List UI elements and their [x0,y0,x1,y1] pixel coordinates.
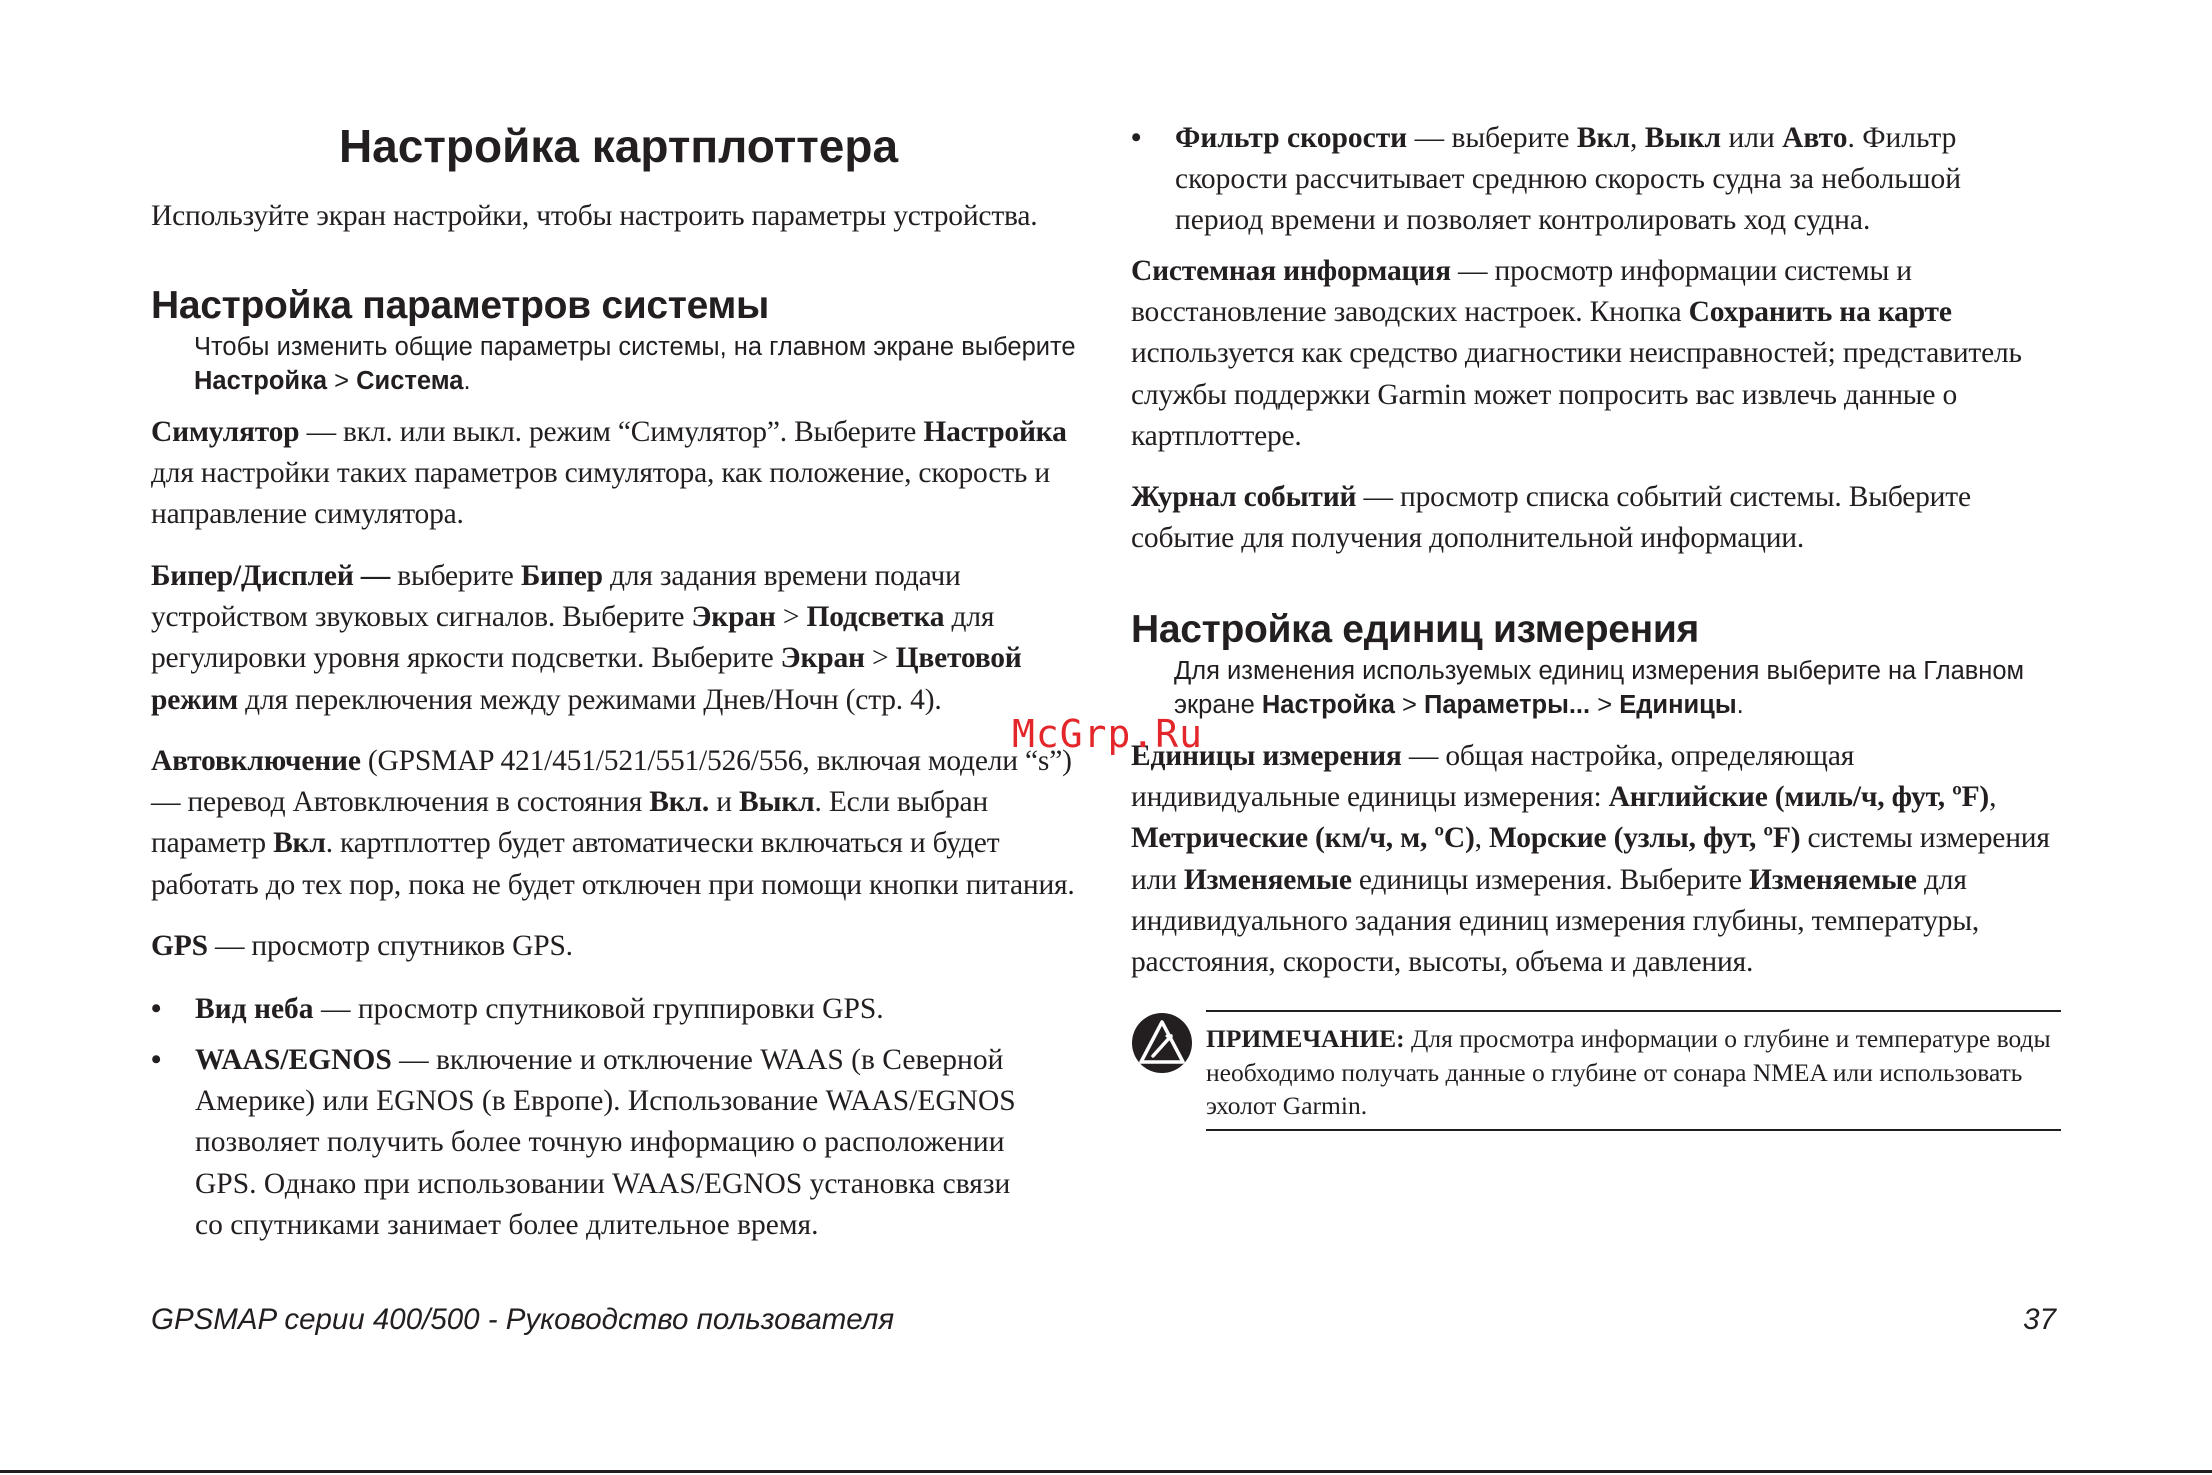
manual-page: Настройка картплоттера Используйте экран настройки, чтобы настроить параметры устройства. Настройка параметров системы Чтобы изменить общие параметры системы, на главном экране выберите Настройка > Система. Симулятор — вкл. или выкл. режим “Симулятор”. Выберите Настройка для настройки таких параметров симулятора, как положение, скорость и направление симулятора. Бипер/Дисплей — выберите Бипер для задания времени подачи устройством звуковых сигналов. Выберите Экран > Подсветка для регулировки уровня яркости подсветки. Выберите Экран > Цветовой режим для переключения между режимами Днев/Ночн (стр. 4). Автовключение (GPSMAP 421/451/521/551/526/556, включая модели “s”) — перевод Автовключения в состояния Вкл. и Выкл. Если выбран параметр Вкл. картплоттер будет автоматически включаться и будет работать до тех пор, пока не будет отключен при помощи кнопки питания. GPS — просмотр спутников GPS. • Вид неба — просмотр спутниковой группировки GPS. • WAAS/EGNOS — включение и отключение WAAS (в Северной Америке) или EGNOS (в Европе). Использование WAAS/EGNOS позволяет получить более точную информацию о расположении GPS. Однако при использовании WAAS/EGNOS установка связи со спутниками занимает более длительное время. • Фильтр скорости — выберите Вкл, Выкл или Авто. Фильтр скорости рассчитывает среднюю скорость судна за небольшой период времени и позволяет контролировать ход судна. Системная информация — просмотр информации системы и восстановление заводских настроек. Кнопка Сохранить на карте используется как средство диагностики неисправностей; представитель службы поддержки Garmin может попросить вас извлечь данные о картплоттере. Журнал событий — просмотр списка событий системы. Выберите событие для получения дополнительной информации. Настройка единиц измерения Для изменения используемых единиц измерения выберите на Главном экране Настройка > Параметры... > Единицы. Единицы измерения — общая настройка, определяющая индивидуальные единицы измерения: Английские (миль/ч, фут, ºF), Метрические (км/ч, м, ºC), Морские (узлы, фут, ºF) системы измерения или Изменяемые единицы измерения. Выберите Изменяемые для индивидуального задания единиц измерения глубины, температуры, расстояния, скорости, высоты, объема и давления. ПРИМЕЧАНИЕ: Для просмотра информации о глубине и температуре воды необходимо получать данные о глубине от сонара NMEA или использовать эхолот Garmin. McGrp.Ru GPSMAP серии 400/500 - Руководство пользователя 37 [0,0,2212,1475]
event-log-term: Журнал событий [1131,481,1357,513]
system-info-paragraph: Системная информация — просмотр информации системы и восстановление заводских настроек. Кнопка Сохранить на карте используется как средство диагностики неисправностей; представитель службы поддержки Garmin может попросить вас извлечь данные о картплоттере. [1131,255,2022,452]
menu-path-settings: Настройка [1261,691,1395,719]
waas-egnos-term: WAAS/EGNOS [195,1044,392,1076]
gps-paragraph: GPS — просмотр спутников GPS. [151,930,573,962]
units-paragraph: Единицы измерения — общая настройка, определяющая индивидуальные единицы измерения: Английские (миль/ч, фут, ºF), Метрические (км/ч, м, ºC), Морские (узлы, фут, ºF) системы измерения или Изменяемые единицы измерения. Выберите Изменяемые для индивидуального задания единиц измерения глубины, температуры, расстояния, скорости, высоты, объема и давления. [1131,740,2050,979]
page-title: Настройка картплоттера [338,120,899,172]
speed-filter-term: Фильтр скорости [1175,122,1408,154]
menu-path-settings: Настройка [194,367,328,395]
gps-term: GPS [151,930,208,962]
units-settings-heading: Настройка единиц измерения [1131,608,1700,651]
menu-path-parameters: Параметры... [1424,691,1591,719]
footer-manual-title: GPSMAP серии 400/500 - Руководство пользователя [151,1303,895,1336]
note-box [1206,1010,2061,1131]
autopower-paragraph: Автовключение (GPSMAP 421/451/521/551/526/556, включая модели “s”) — перевод Автовключения в состояния Вкл. и Выкл. Если выбран параметр Вкл. картплоттер будет автоматически включаться и будет работать до тех пор, пока не будет отключен при помощи кнопки питания. [151,745,1075,901]
beeper-display-paragraph: Бипер/Дисплей — выберите Бипер для задания времени подачи устройством звуковых сигналов. Выберите Экран > Подсветка для регулировки уровня яркости подсветки. Выберите Экран > Цветовой режим для переключения между режимами Днев/Ночн (стр. 4). [151,560,1022,716]
footer-page-number: 37 [2023,1303,2056,1336]
autopower-term: Автовключение [151,745,361,777]
system-settings-intro: Чтобы изменить общие параметры системы, на главном экране выберите Настройка > Система. [194,333,1076,395]
simulator-term: Симулятор [151,416,300,448]
bullet-dot: • [1131,122,1142,154]
menu-path-units: Единицы [1619,691,1737,719]
bottom-divider [0,1470,2212,1473]
menu-path-system: Система [356,367,464,395]
watermark: McGrp.Ru [1012,712,1204,756]
system-info-term: Системная информация [1131,255,1451,287]
bullet-dot: • [151,993,162,1025]
note-label: ПРИМЕЧАНИЕ: [1206,1024,1405,1053]
page-intro: Используйте экран настройки, чтобы настроить параметры устройства. [151,200,1038,232]
note-text: ПРИМЕЧАНИЕ: Для просмотра информации о глубине и температуре воды необходимо получать данные о глубине от сонара NMEA или использовать эхолот Garmin. [1206,1024,2051,1120]
bullet-dot: • [151,1044,162,1076]
units-settings-intro: Для изменения используемых единиц измерения выберите на Главном экране Настройка > Параметры... > Единицы. [1174,657,2025,719]
units-term: Единицы измерения [1131,740,1402,772]
beeper-display-term: Бипер/Дисплей — [151,560,391,592]
system-settings-heading: Настройка параметров системы [151,284,770,327]
warning-note-icon [1131,1012,1193,1074]
skyview-term: Вид неба [195,993,314,1025]
simulator-paragraph: Симулятор — вкл. или выкл. режим “Симулятор”. Выберите Настройка для настройки таких параметров симулятора, как положение, скорость и направление симулятора. [151,416,1067,531]
event-log-paragraph: Журнал событий — просмотр списка событий системы. Выберите событие для получения дополнительной информации. [1131,481,1971,555]
